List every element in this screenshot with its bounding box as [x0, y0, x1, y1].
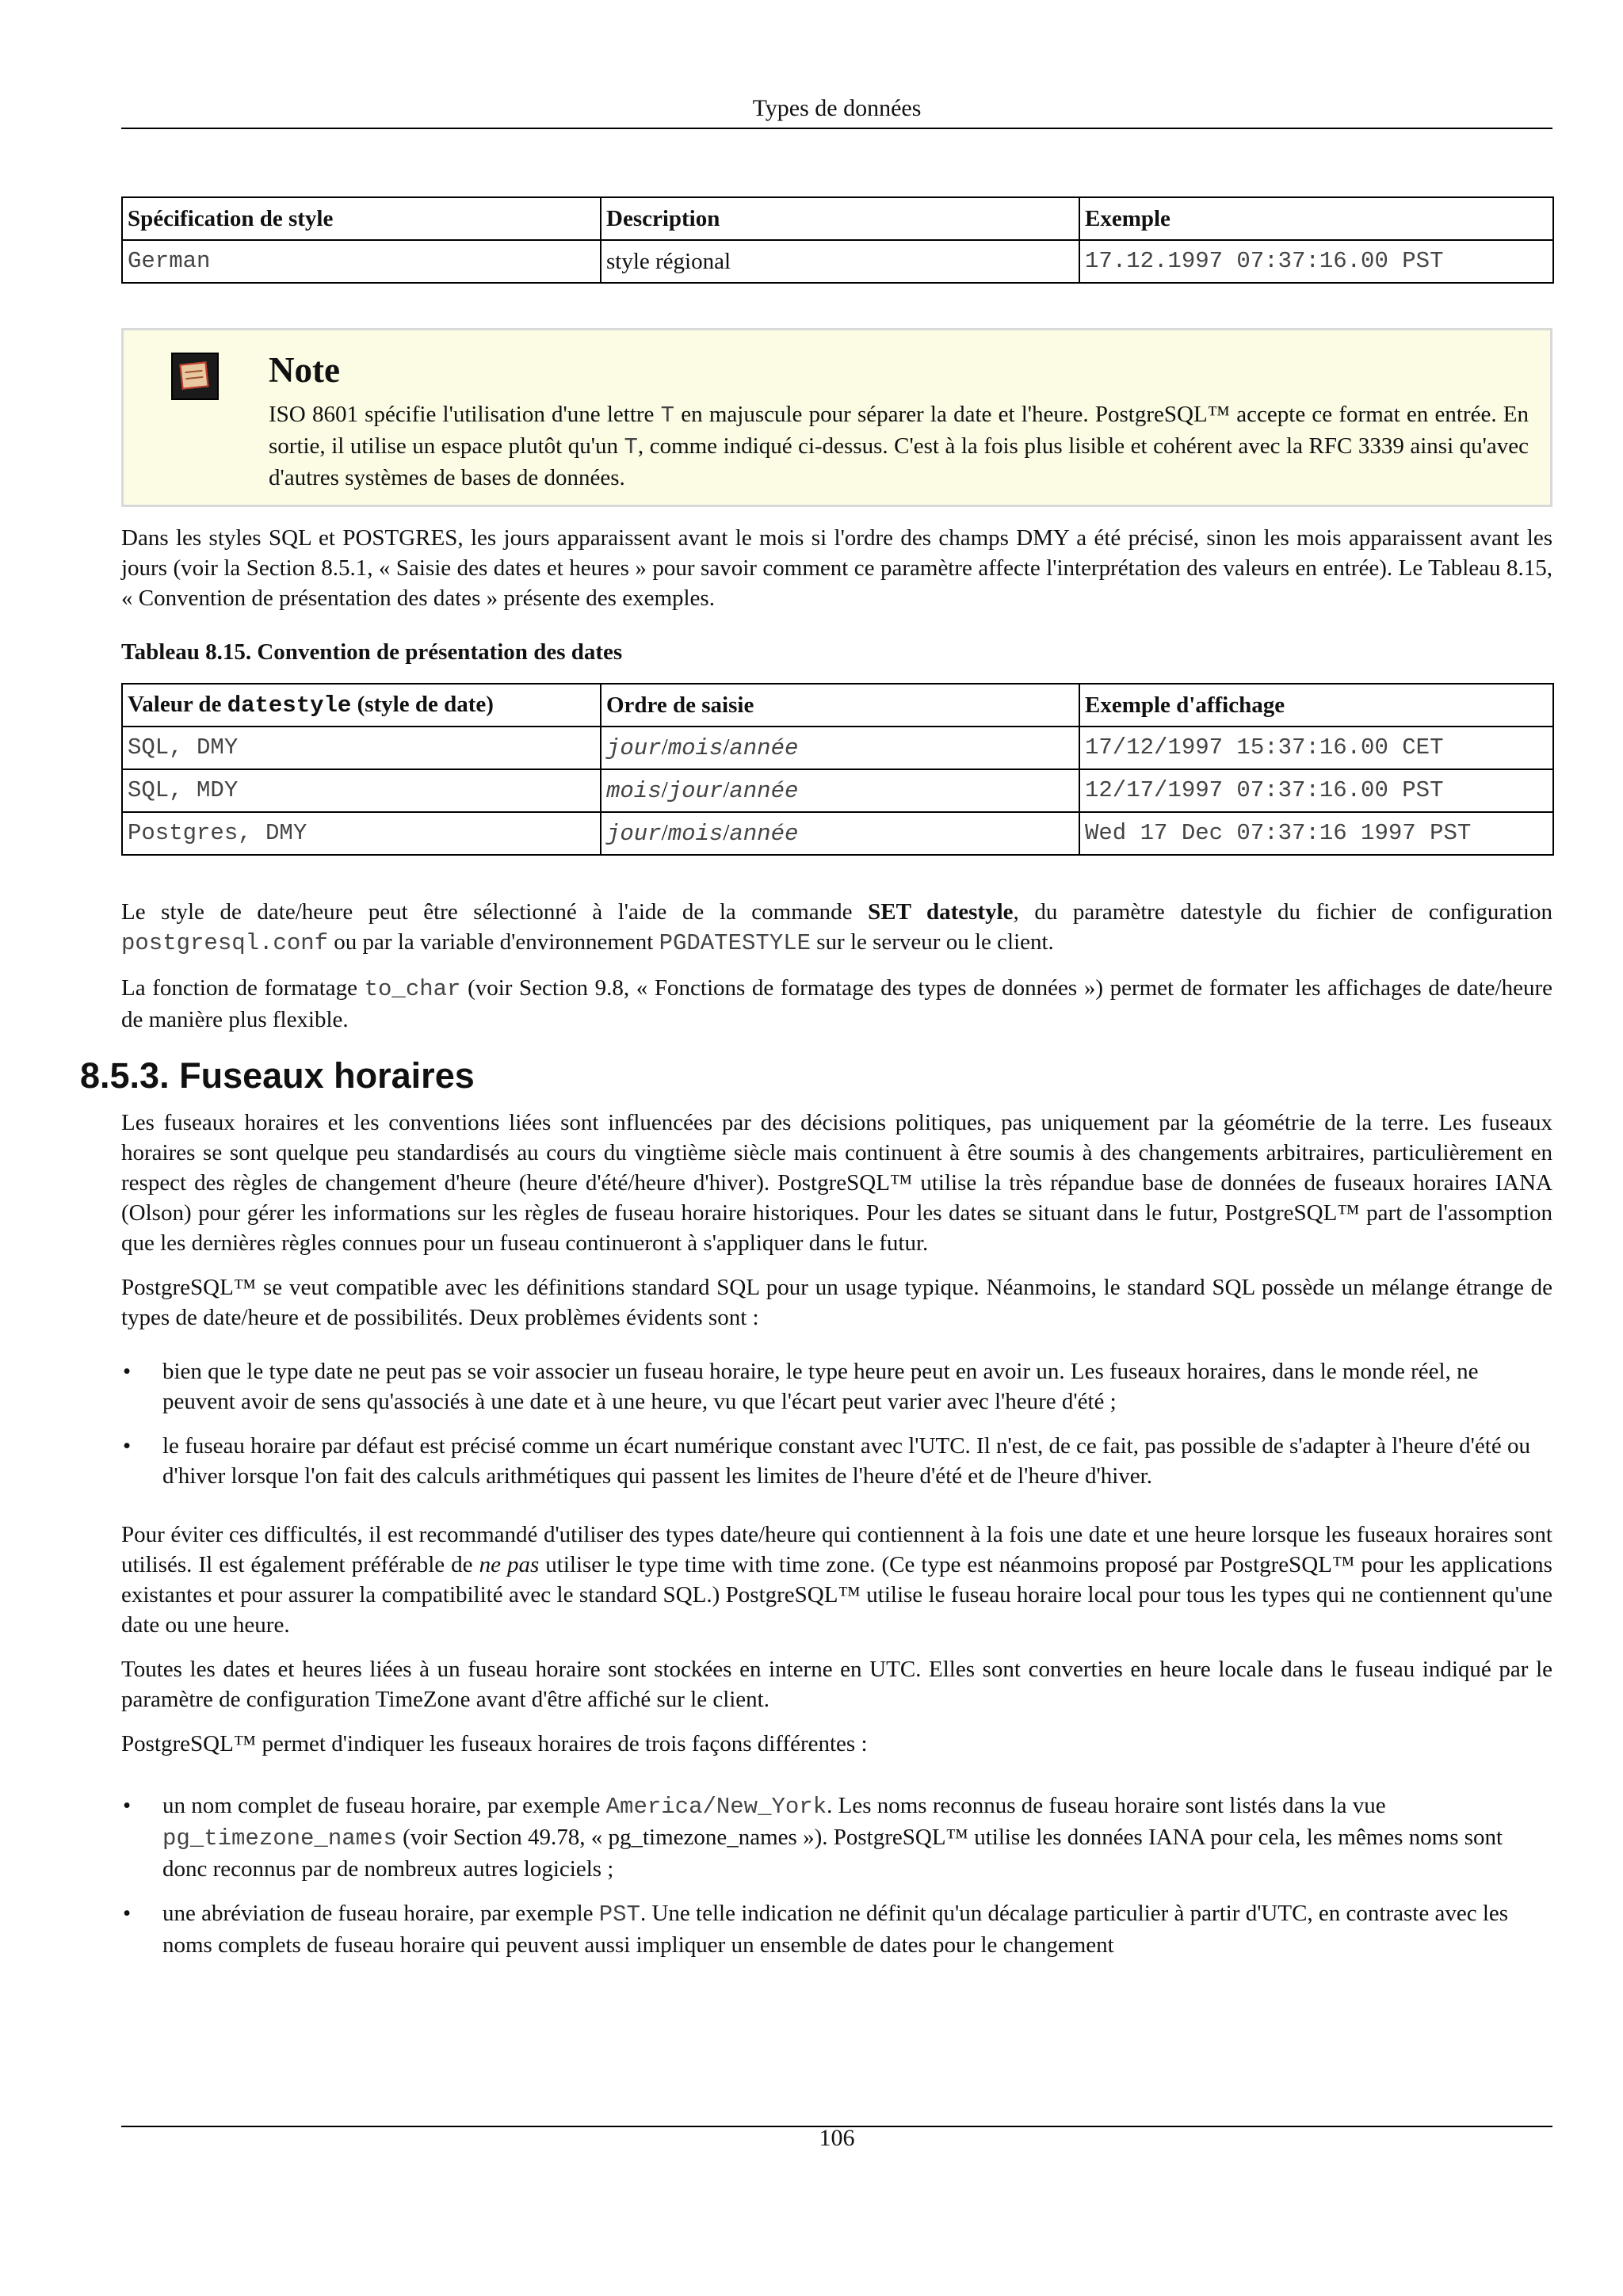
- paragraph: Pour éviter ces difficultés, il est recommandé d'utiliser des types date/heure qui contiennent à la fois une date et une heure lorsque les fuseaux horaires sont utilisés. Il est également préférable de ne pas utiliser le type time with time zone. (Ce type est néanmoins proposé par PostgreSQL™ pour les applications existantes et pour assurer la compatibilité avec le standard SQL.) PostgreSQL™ utilise le fuseau horaire local pour tous les types qui ne contiennent qu'une date ou une heure.: [121, 1522, 1552, 1638]
- page-content: [80, 196, 1552, 1974]
- note-title: Note: [269, 350, 340, 390]
- table-cell: SQL, MDY: [122, 769, 601, 812]
- table-cell: jour/mois/année: [601, 812, 1079, 855]
- table-header-cell: Description: [601, 197, 1079, 240]
- section-heading: 8.5.3. Fuseaux horaires: [80, 1055, 475, 1096]
- table-row: [122, 812, 1553, 855]
- list-item: • une abréviation de fuseau horaire, par exemple PST. Une telle indication ne définit qu'un décalage particulier à partir d'UTC, en contraste avec les noms complets de fuseau horaire qui peuvent aussi impliquer un ensemble de dates pour le changement: [121, 1898, 1552, 1960]
- paragraph: Le style de date/heure peut être sélectionné à l'aide de la commande SET datestyle, du paramètre datestyle du fichier de configuration postgresql.conf ou par la variable d'environnement PGDATESTYLE sur le serveur ou le client.: [121, 899, 1552, 956]
- list-item: • bien que le type date ne peut pas se voir associer un fuseau horaire, le type heure peut en avoir un. Les fuseaux horaires, dans le monde réel, ne peuvent avoir de sens qu'associés à une date et à une heure, vu que l'écart peut varier avec l'heure d'été ;: [121, 1356, 1552, 1417]
- list-item: • un nom complet de fuseau horaire, par exemple America/New_York. Les noms reconnus de fuseau horaire sont listés dans la vue pg_timezone_names (voir Section 49.78, « pg_timezone_names »). PostgreSQL™ utilise les données IANA pour cela, les mêmes noms sont donc reconnus par de nombreux autres logiciels ;: [121, 1791, 1552, 1884]
- table-cell: Wed 17 Dec 07:37:16 1997 PST: [1079, 812, 1553, 855]
- list-item: • le fuseau horaire par défaut est précisé comme un écart numérique constant avec l'UTC. Il n'est, de ce fait, pas possible de s'adapter à l'heure d'été ou d'hiver lorsque l'on fait des calculs arithmétiques qui passent les limites de l'heure d'été et de l'heure d'hiver.: [121, 1431, 1552, 1491]
- table-cell: mois/jour/année: [601, 769, 1079, 812]
- table-header-cell: Spécification de style: [122, 197, 601, 240]
- page-number: 106: [819, 2125, 855, 2151]
- table-header-row: [122, 684, 1553, 727]
- datestyle-table: [121, 683, 1554, 856]
- paragraph: PostgreSQL™ se veut compatible avec les définitions standard SQL pour un usage typique. Néanmoins, le standard SQL possède un mélange étrange de types de date/heure et de possibilités. Deux problèmes évidents sont :: [121, 1275, 1552, 1330]
- file-name: postgresql.conf: [121, 930, 329, 956]
- table-header-cell: Valeur de datestyle (style de date): [122, 684, 601, 727]
- table-row: [122, 769, 1553, 812]
- table-header-cell: Exemple: [1079, 197, 1553, 240]
- command-name: SET datestyle: [868, 899, 1014, 925]
- table-cell: style régional: [601, 240, 1079, 283]
- table-cell: 12/17/1997 07:37:16.00 PST: [1079, 769, 1553, 812]
- paragraph: PostgreSQL™ permet d'indiquer les fuseaux horaires de trois façons différentes :: [121, 1731, 868, 1756]
- function-name: to_char: [364, 976, 461, 1002]
- header-rule: [121, 128, 1552, 129]
- style-table: [121, 196, 1554, 284]
- paragraph: Les fuseaux horaires et les conventions liées sont influencées par des décisions politiques, pas uniquement par la géométrie de la terre. Les fuseaux horaires se sont quelque peu standardisés au cours du vingtième siècle mais continuent à être soumis à des changements arbitraires, particulièrement en respect des règles de changement d'heure (heure d'été/heure d'hiver). PostgreSQL™ utilise la très répandue base de données de fuseaux horaires IANA (Olson) pour gérer les informations sur les règles de fuseau horaire historiques. Pour les dates se situant dans le futur, PostgreSQL™ part de l'assomption que les dernières règles connues pour un fuseau continueront à s'appliquer dans le futur.: [121, 1110, 1552, 1256]
- paragraph: La fonction de formatage to_char (voir Section 9.8, « Fonctions de formatage des types de données ») permet de formater les affichages de date/heure de manière plus flexible.: [121, 975, 1552, 1032]
- paragraph: Toutes les dates et heures liées à un fuseau horaire sont stockées en interne en UTC. Elles sont converties en heure locale dans le fuseau indiqué par le paramètre de configuration TimeZone avant d'être affiché sur le client.: [121, 1657, 1552, 1712]
- table-cell: 17.12.1997 07:37:16.00 PST: [1079, 240, 1553, 283]
- table-header-cell: Exemple d'affichage: [1079, 684, 1553, 727]
- table-header-row: [122, 197, 1553, 240]
- table-cell: Postgres, DMY: [122, 812, 601, 855]
- bullet-list: [121, 1356, 1552, 1491]
- table-cell: SQL, DMY: [122, 727, 601, 769]
- table-cell: jour/mois/année: [601, 727, 1079, 769]
- table-cell: 17/12/1997 15:37:16.00 CET: [1079, 727, 1553, 769]
- note-icon: [171, 353, 219, 400]
- table-row: [122, 240, 1553, 283]
- table-row: [122, 727, 1553, 769]
- paragraph: Dans les styles SQL et POSTGRES, les jours apparaissent avant le mois si l'ordre des champs DMY a été précisé, sinon les mois apparaissent avant les jours (voir la Section 8.5.1, « Saisie des dates et heures » pour savoir comment ce paramètre affecte l'interprétation des valeurs en entrée). Le Tableau 8.15, « Convention de présentation des dates » présente des exemples.: [121, 525, 1552, 611]
- note-body: ISO 8601 spécifie l'utilisation d'une lettre T en majuscule pour séparer la date et l'heure. PostgreSQL™ accepte ce format en entrée. En sortie, il utilise un espace plutôt qu'un T, comme indiqué ci-dessus. C'est à la fois plus lisible et cohérent avec la RFC 3339 ainsi qu'avec d'autres systèmes de bases de données.: [269, 402, 1529, 490]
- table-caption: Tableau 8.15. Convention de présentation des dates: [121, 639, 623, 665]
- table-cell: German: [122, 240, 601, 283]
- bullet-list: [121, 1791, 1552, 1960]
- table-header-cell: Ordre de saisie: [601, 684, 1079, 727]
- env-var: PGDATESTYLE: [659, 930, 811, 956]
- page-header: Types de données: [752, 95, 922, 121]
- note-box: [121, 328, 1552, 507]
